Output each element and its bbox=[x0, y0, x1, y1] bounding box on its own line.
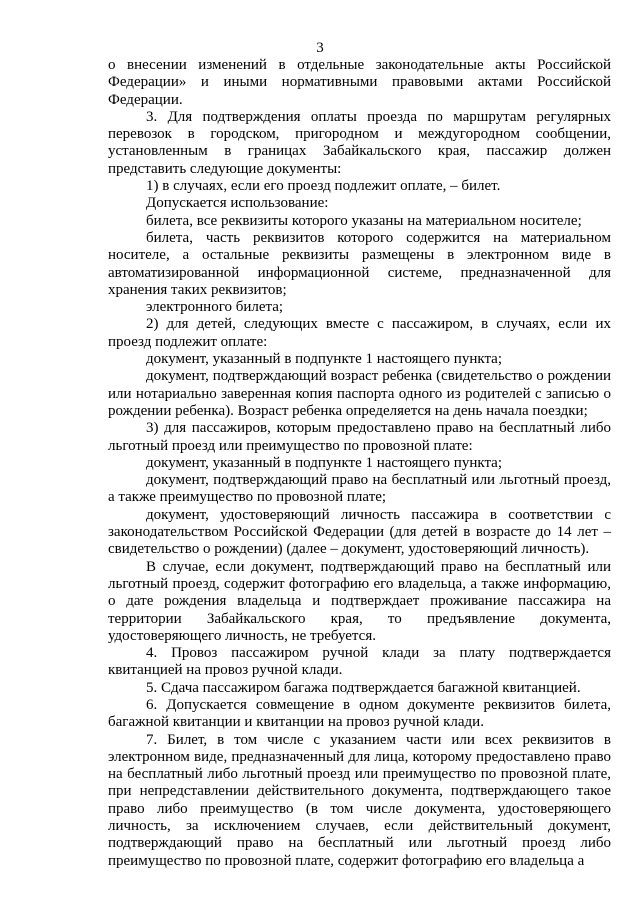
paragraph: 2) для детей, следующих вместе с пассажиром, в случаях, если их проезд подлежит оплате: bbox=[108, 316, 611, 350]
paragraph: документ, указанный в подпункте 1 настоящего пункта; bbox=[146, 351, 503, 368]
paragraph: документ, удостоверяющий личность пассажира в соответствии с законодательством Российской Федерации (для детей в возрасте до 14 лет – свидетельство о рождении) (далее – документ, удостоверяющий личность). bbox=[108, 506, 611, 558]
paragraph: 1) в случаях, если его проезд подлежит оплате, – билет. bbox=[146, 178, 501, 195]
paragraph: 6. Допускается совмещение в одном документе реквизитов билета, багажной квитанции и квитанции на провоз ручной клади. bbox=[108, 696, 611, 731]
paragraph: 3. Для подтверждения оплаты проезда по маршрутам регулярных перевозок в городском, пригородном и междугородном сообщении, установленным в границах Забайкальского края, пассажир должен представить следующие документы: bbox=[108, 108, 611, 177]
paragraph: Допускается использование: bbox=[146, 195, 329, 212]
paragraph: электронного билета; bbox=[146, 299, 284, 316]
paragraph: билета, все реквизиты которого указаны на материальном носителе; bbox=[146, 212, 582, 229]
paragraph: документ, подтверждающий возраст ребенка (свидетельство о рождении или нотариально заверенная копия паспорта одного из родителей с записью о рождении ребенка). Возраст ребенка определяется на день начала поездки; bbox=[108, 368, 611, 419]
paragraph: билета, часть реквизитов которого содержится на материальном носителе, а остальные реквизиты размещены в электронном виде в автоматизированной информационной системе, предназначенной для хранения таких реквизитов; bbox=[108, 229, 611, 298]
paragraph: 5. Сдача пассажиром багажа подтверждается багажной квитанцией. bbox=[146, 679, 581, 696]
paragraph: документ, подтверждающий право на бесплатный или льготный проезд, а также преимущество по провозной плате; bbox=[108, 472, 611, 506]
paragraph: 7. Билет, в том числе с указанием части или всех реквизитов в электронном виде, предназначенный для лица, которому предоставлено право на бесплатный либо льготный проезд или преимущество по провозной плате, при непредставлении действительного документа, подтверждающего такое право либо преимущество (в том числе документа, удостоверяющего личность, за исключением случаев, если действительный документ, подтверждающий право на бесплатный или льготный проезд либо преимущество по провозной плате, содержит фотографию его владельца а bbox=[108, 731, 611, 869]
paragraph: 3) для пассажиров, которым предоставлено право на бесплатный либо льготный проезд или преимущество по провозной плате: bbox=[108, 420, 611, 454]
paragraph: о внесении изменений в отдельные законодательные акты Российской Федерации» и иными нормативными правовыми актами Российской Федерации. bbox=[108, 57, 611, 108]
paragraph: В случае, если документ, подтверждающий право на бесплатный или льготный проезд, содержит фотографию его владельца, а также информацию, о дате рождения владельца и подтверждает проживание пассажира на территории Забайкальского края, то предъявление документа, удостоверяющего личность, не требуется. bbox=[108, 558, 611, 644]
document-body bbox=[108, 57, 611, 870]
paragraph: 4. Провоз пассажиром ручной клади за плату подтверждается квитанцией на провоз ручной клади. bbox=[108, 645, 611, 679]
page-number: 3 bbox=[316, 40, 324, 56]
paragraph: документ, указанный в подпункте 1 настоящего пункта; bbox=[146, 454, 503, 471]
